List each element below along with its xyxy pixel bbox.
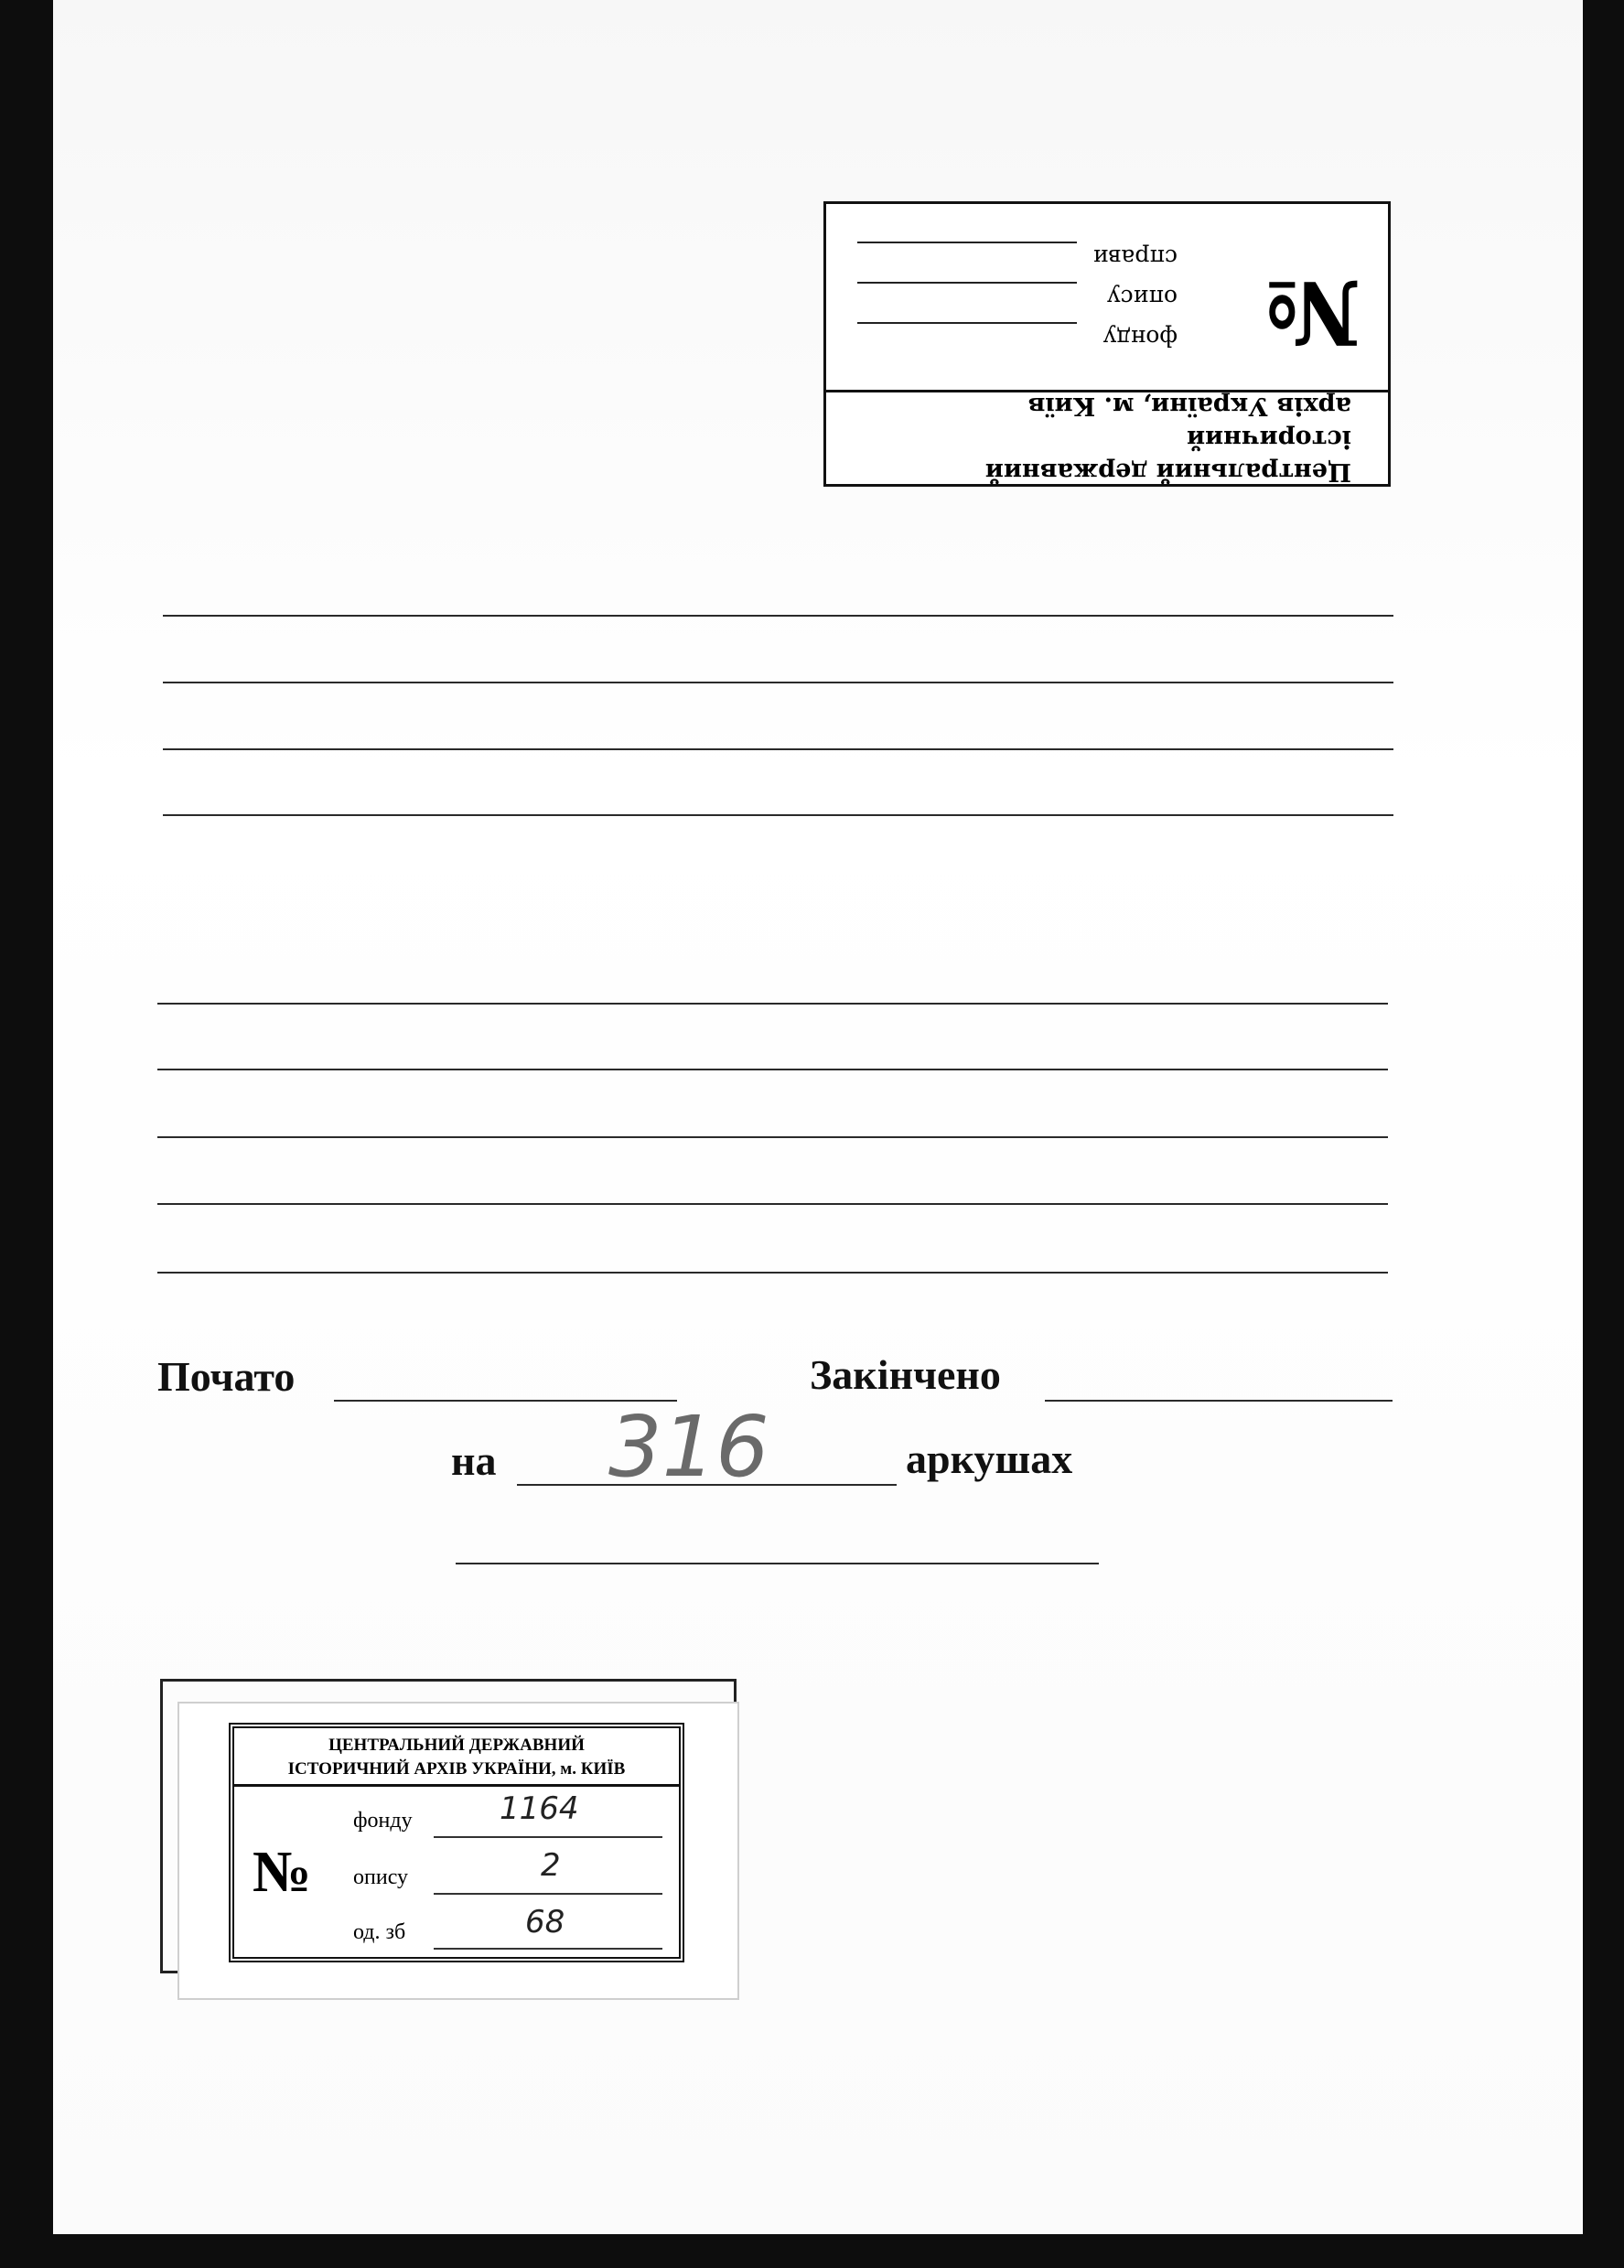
started-label: Почато [157,1353,296,1400]
extra-line [456,1563,1099,1564]
stamp-opys-value: 2 [541,1847,561,1884]
stamp-opys-label: опису [353,1865,409,1889]
field-line-fond [857,322,1077,324]
title-line [163,615,1393,617]
stamp-fond-label: фонду [353,1809,413,1833]
finished-line [1045,1400,1393,1402]
title-line [163,682,1393,683]
title-line [157,1136,1388,1138]
title-line [157,1272,1388,1274]
finished-label: Закінчено [810,1351,1001,1398]
field-label-opys: опису [1106,285,1178,311]
sheets-label: аркушах [906,1435,1073,1482]
field-line-sprava [857,242,1077,243]
archive-box-header [826,390,1388,484]
archive-box-upside-down [823,201,1391,487]
title-line [157,1203,1388,1205]
stamp-fond-value: 1164 [500,1790,579,1827]
archive-title-line2: архів України, м. Київ [1027,392,1351,420]
stamp-title-line2: ІСТОРИЧНИЙ АРХІВ УКРАЇНИ, м. КИЇВ [287,1759,626,1779]
field-line-opys [857,282,1077,284]
stamp-fond-line [434,1836,662,1838]
stamp-item-line [434,1948,662,1950]
title-line [157,1003,1388,1005]
field-label-fond: фонду [1102,325,1178,351]
archive-box-body [826,201,1388,390]
archive-stamp [229,1723,684,1962]
title-line [157,1069,1388,1070]
sheets-value-handwritten: 316 [608,1398,769,1496]
stamp-header [234,1728,679,1787]
stamp-item-value: 68 [525,1904,565,1940]
stamp-title-line1: ЦЕНТРАЛЬНИЙ ДЕРЖАВНИЙ [328,1736,585,1755]
number-sign: № [1264,261,1361,364]
field-label-sprava: справи [1092,244,1178,271]
title-line [163,814,1393,816]
sheets-line [517,1484,897,1486]
archive-title-line1: Центральний державний історичний [984,425,1351,486]
stamp-opys-line [434,1893,662,1895]
stamp-number-sign: № [253,1839,312,1904]
stamp-item-label: од. зб [353,1920,406,1944]
title-line [163,748,1393,750]
on-label: на [451,1437,497,1484]
